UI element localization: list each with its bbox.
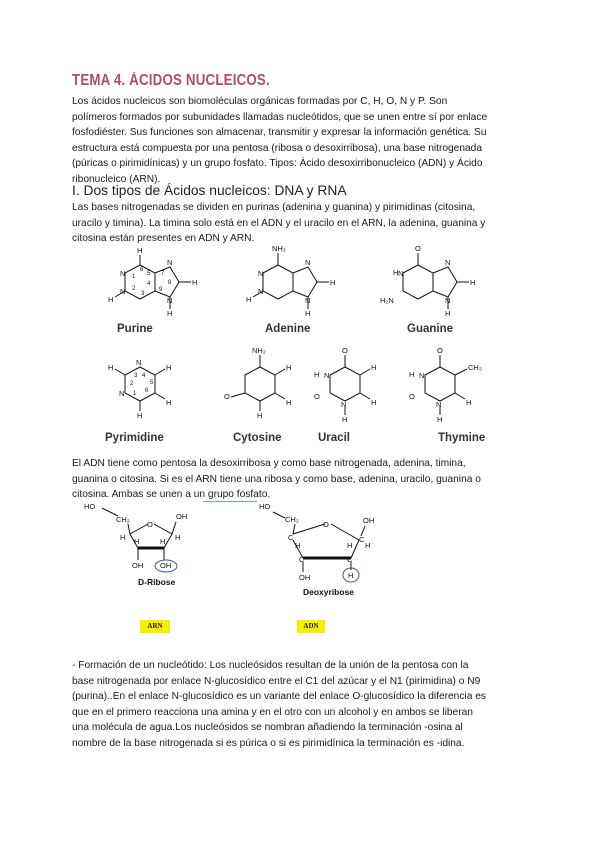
svg-text:7: 7 <box>161 271 165 277</box>
svg-text:H: H <box>305 309 311 318</box>
svg-text:OH: OH <box>160 561 172 570</box>
svg-text:N: N <box>167 258 173 267</box>
nitrogenous-bases-figure <box>85 243 515 448</box>
pentose-line: guanina o citosina. Si es el ARN tiene una ribosa y como base, adenina, uracilo, guanina o <box>72 473 481 485</box>
svg-text:H: H <box>314 370 320 379</box>
svg-text:5: 5 <box>150 380 154 386</box>
svg-text:8: 8 <box>168 280 172 286</box>
nucleotide-line: una molécula de agua.Los nucleósidos se nombran añadiendo la terminación -osina al <box>72 722 463 734</box>
uracil-label: Uracil <box>318 432 350 444</box>
svg-text:O: O <box>437 346 443 355</box>
svg-text:C: C <box>288 533 294 542</box>
svg-text:5: 5 <box>147 271 151 277</box>
svg-text:H: H <box>166 363 172 372</box>
svg-text:H: H <box>365 541 371 550</box>
intro-paragraph <box>72 94 528 188</box>
svg-text:HO: HO <box>84 502 96 511</box>
intro-line: estructura está compuesta por una pentosa (ribosa o desoxirribosa), una base nitrogenada <box>72 142 483 154</box>
svg-text:O: O <box>409 392 415 401</box>
svg-text:N: N <box>120 287 126 296</box>
svg-text:H: H <box>347 541 353 550</box>
intro-line: Los ácidos nucleicos son biomoléculas orgánicas formadas por C, H, O, N y P. Son <box>72 96 448 107</box>
svg-text:N: N <box>445 258 451 267</box>
svg-text:N: N <box>258 287 264 296</box>
svg-text:2: 2 <box>132 286 136 292</box>
svg-text:H: H <box>371 363 377 372</box>
intro-line: fosfodiéster. Sus funciones son almacenar, transmitir y expresar la información genética. Su <box>72 127 487 139</box>
svg-text:OH: OH <box>132 561 144 570</box>
svg-text:6: 6 <box>145 388 149 394</box>
svg-text:H: H <box>257 411 263 420</box>
svg-text:6: 6 <box>140 267 144 273</box>
pentose-line: citosina. Ambas se unen a un grupo fosfato. <box>72 489 271 501</box>
purine-label: Purine <box>117 323 153 335</box>
bases-line: citosina están presentes en ADN y ARN. <box>72 233 255 245</box>
svg-text:N: N <box>445 296 451 305</box>
svg-text:N: N <box>341 400 347 409</box>
ribose-structure <box>84 502 187 587</box>
svg-text:H: H <box>348 571 354 580</box>
intro-line: ribonucleico (ARN). <box>72 173 161 185</box>
svg-text:N: N <box>167 296 173 305</box>
svg-text:H: H <box>160 537 166 546</box>
nucleotide-paragraph <box>72 658 528 752</box>
nucleotide-line: que en el primero reacciona una amina y en el otro con un alcohol y en ambos se liberan <box>72 706 473 718</box>
svg-text:H: H <box>166 398 172 407</box>
svg-text:H: H <box>445 309 451 318</box>
ribose-label: D-Ribose <box>138 577 176 587</box>
svg-text:OH: OH <box>299 573 311 582</box>
svg-text:OH: OH <box>176 512 188 521</box>
svg-text:O: O <box>323 520 329 529</box>
svg-text:N: N <box>305 296 311 305</box>
cytosine-label: Cytosine <box>233 432 282 444</box>
deoxyribose-structure <box>259 502 374 597</box>
guanine-structure <box>380 244 475 318</box>
thymine-label: Thymine <box>438 432 486 444</box>
guanine-label: Guanine <box>407 323 454 335</box>
svg-text:3: 3 <box>141 291 145 297</box>
nucleotide-line: nombre de la base nitrogenada si es púrica o si es pirimidínica la terminación es -idina. <box>72 737 465 749</box>
pentose-sugars-figure <box>80 500 410 600</box>
svg-text:HO: HO <box>259 502 271 511</box>
svg-text:H: H <box>330 278 336 287</box>
svg-text:H: H <box>295 541 301 550</box>
arn-badge: ARN <box>140 620 170 633</box>
svg-text:N: N <box>398 269 404 278</box>
svg-text:O: O <box>314 392 320 401</box>
svg-text:H: H <box>167 309 173 318</box>
svg-text:1: 1 <box>132 274 136 280</box>
cytosine-structure <box>224 346 291 420</box>
svg-text:H₂N: H₂N <box>380 296 394 305</box>
svg-text:NH₂: NH₂ <box>252 346 266 355</box>
adenine-structure <box>246 244 335 318</box>
svg-text:O: O <box>147 520 153 529</box>
svg-text:NH₂: NH₂ <box>272 244 286 253</box>
svg-text:O: O <box>415 244 421 253</box>
deoxyribose-label: Deoxyribose <box>303 587 355 597</box>
svg-text:H: H <box>246 295 252 304</box>
pyrimidine-structure <box>108 358 171 420</box>
svg-text:N: N <box>136 358 142 367</box>
svg-text:H: H <box>137 246 143 255</box>
bases-line: Las bases nitrogenadas se dividen en purinas (adenina y guanina) y pirimidinas (citosina, <box>72 202 476 213</box>
svg-text:C: C <box>347 555 353 564</box>
svg-text:N: N <box>119 389 125 398</box>
intro-line: polímeros formados por subunidades llamadas nucleótidos, que se unen entre sí por enlace <box>72 111 488 123</box>
svg-text:N: N <box>436 400 442 409</box>
svg-text:CH₂: CH₂ <box>285 515 299 524</box>
adn-badge: ADN <box>297 620 325 633</box>
svg-text:H: H <box>342 415 348 424</box>
svg-text:O: O <box>224 392 230 401</box>
svg-text:H: H <box>466 398 472 407</box>
svg-text:H: H <box>134 537 140 546</box>
pentose-line: El ADN tiene como pentosa la desoxirribosa y como base nitrogenada, adenina, timina, <box>72 458 466 469</box>
nucleotide-line: - Formación de un nucleótido: Los nucleósidos resultan de la unión de la pentosa con la <box>72 660 469 671</box>
svg-text:9: 9 <box>159 287 163 293</box>
svg-text:O: O <box>342 346 348 355</box>
pyrimidine-label: Pyrimidine <box>105 432 164 444</box>
purine-structure <box>108 246 197 318</box>
svg-text:N: N <box>419 371 425 380</box>
svg-text:N: N <box>324 371 330 380</box>
svg-text:H: H <box>286 398 292 407</box>
svg-text:1: 1 <box>133 391 137 397</box>
intro-line: (púricas o pirimidínicas) y un grupo fosfato. Tipos: Ácido desoxirribonucleico (ADN) y Ácido <box>72 158 483 170</box>
thymine-structure <box>409 346 482 424</box>
svg-text:H: H <box>120 533 126 542</box>
svg-text:CH₂: CH₂ <box>116 515 130 524</box>
svg-text:H: H <box>409 370 415 379</box>
svg-text:H: H <box>286 363 292 372</box>
svg-text:H: H <box>437 415 443 424</box>
svg-text:H: H <box>108 363 114 372</box>
svg-text:N: N <box>258 269 264 278</box>
nucleotide-line: (purina)..En el enlace N-glucosídico es un variante del enlace O-glucosídico la diferencia es <box>72 691 486 703</box>
svg-text:4: 4 <box>142 373 146 379</box>
section-heading: I. Dos tipos de Ácidos nucleicos: DNA y RNA <box>72 183 347 198</box>
page-title: TEMA 4. ÁCIDOS NUCLEICOS. <box>72 72 270 89</box>
svg-text:H: H <box>137 411 143 420</box>
svg-text:H: H <box>470 278 476 287</box>
svg-text:H: H <box>393 268 399 277</box>
adenine-label: Adenine <box>265 323 311 335</box>
uracil-structure <box>314 346 376 424</box>
svg-text:3: 3 <box>134 373 138 379</box>
nucleotide-line: base nitrogenada por enlace N-glucosídico entre el C1 del azúcar y el N1 (pirimidina) o N9 <box>72 675 481 687</box>
svg-text:C: C <box>299 555 305 564</box>
svg-text:H: H <box>371 398 377 407</box>
bases-line: uracilo y timina). La timina solo está en el ADN y el uracilo en el ARN, la adenina, guanina y <box>72 217 486 229</box>
svg-text:CH₃: CH₃ <box>468 363 482 372</box>
svg-text:OH: OH <box>363 516 375 525</box>
svg-text:H: H <box>108 295 114 304</box>
svg-text:2: 2 <box>130 381 134 387</box>
svg-text:N: N <box>120 269 126 278</box>
svg-text:4: 4 <box>147 281 151 287</box>
pentose-paragraph <box>72 456 528 503</box>
svg-text:H: H <box>175 533 181 542</box>
svg-text:H: H <box>192 278 198 287</box>
svg-text:N: N <box>305 258 311 267</box>
bases-paragraph <box>72 200 528 247</box>
svg-text:C: C <box>359 535 365 544</box>
